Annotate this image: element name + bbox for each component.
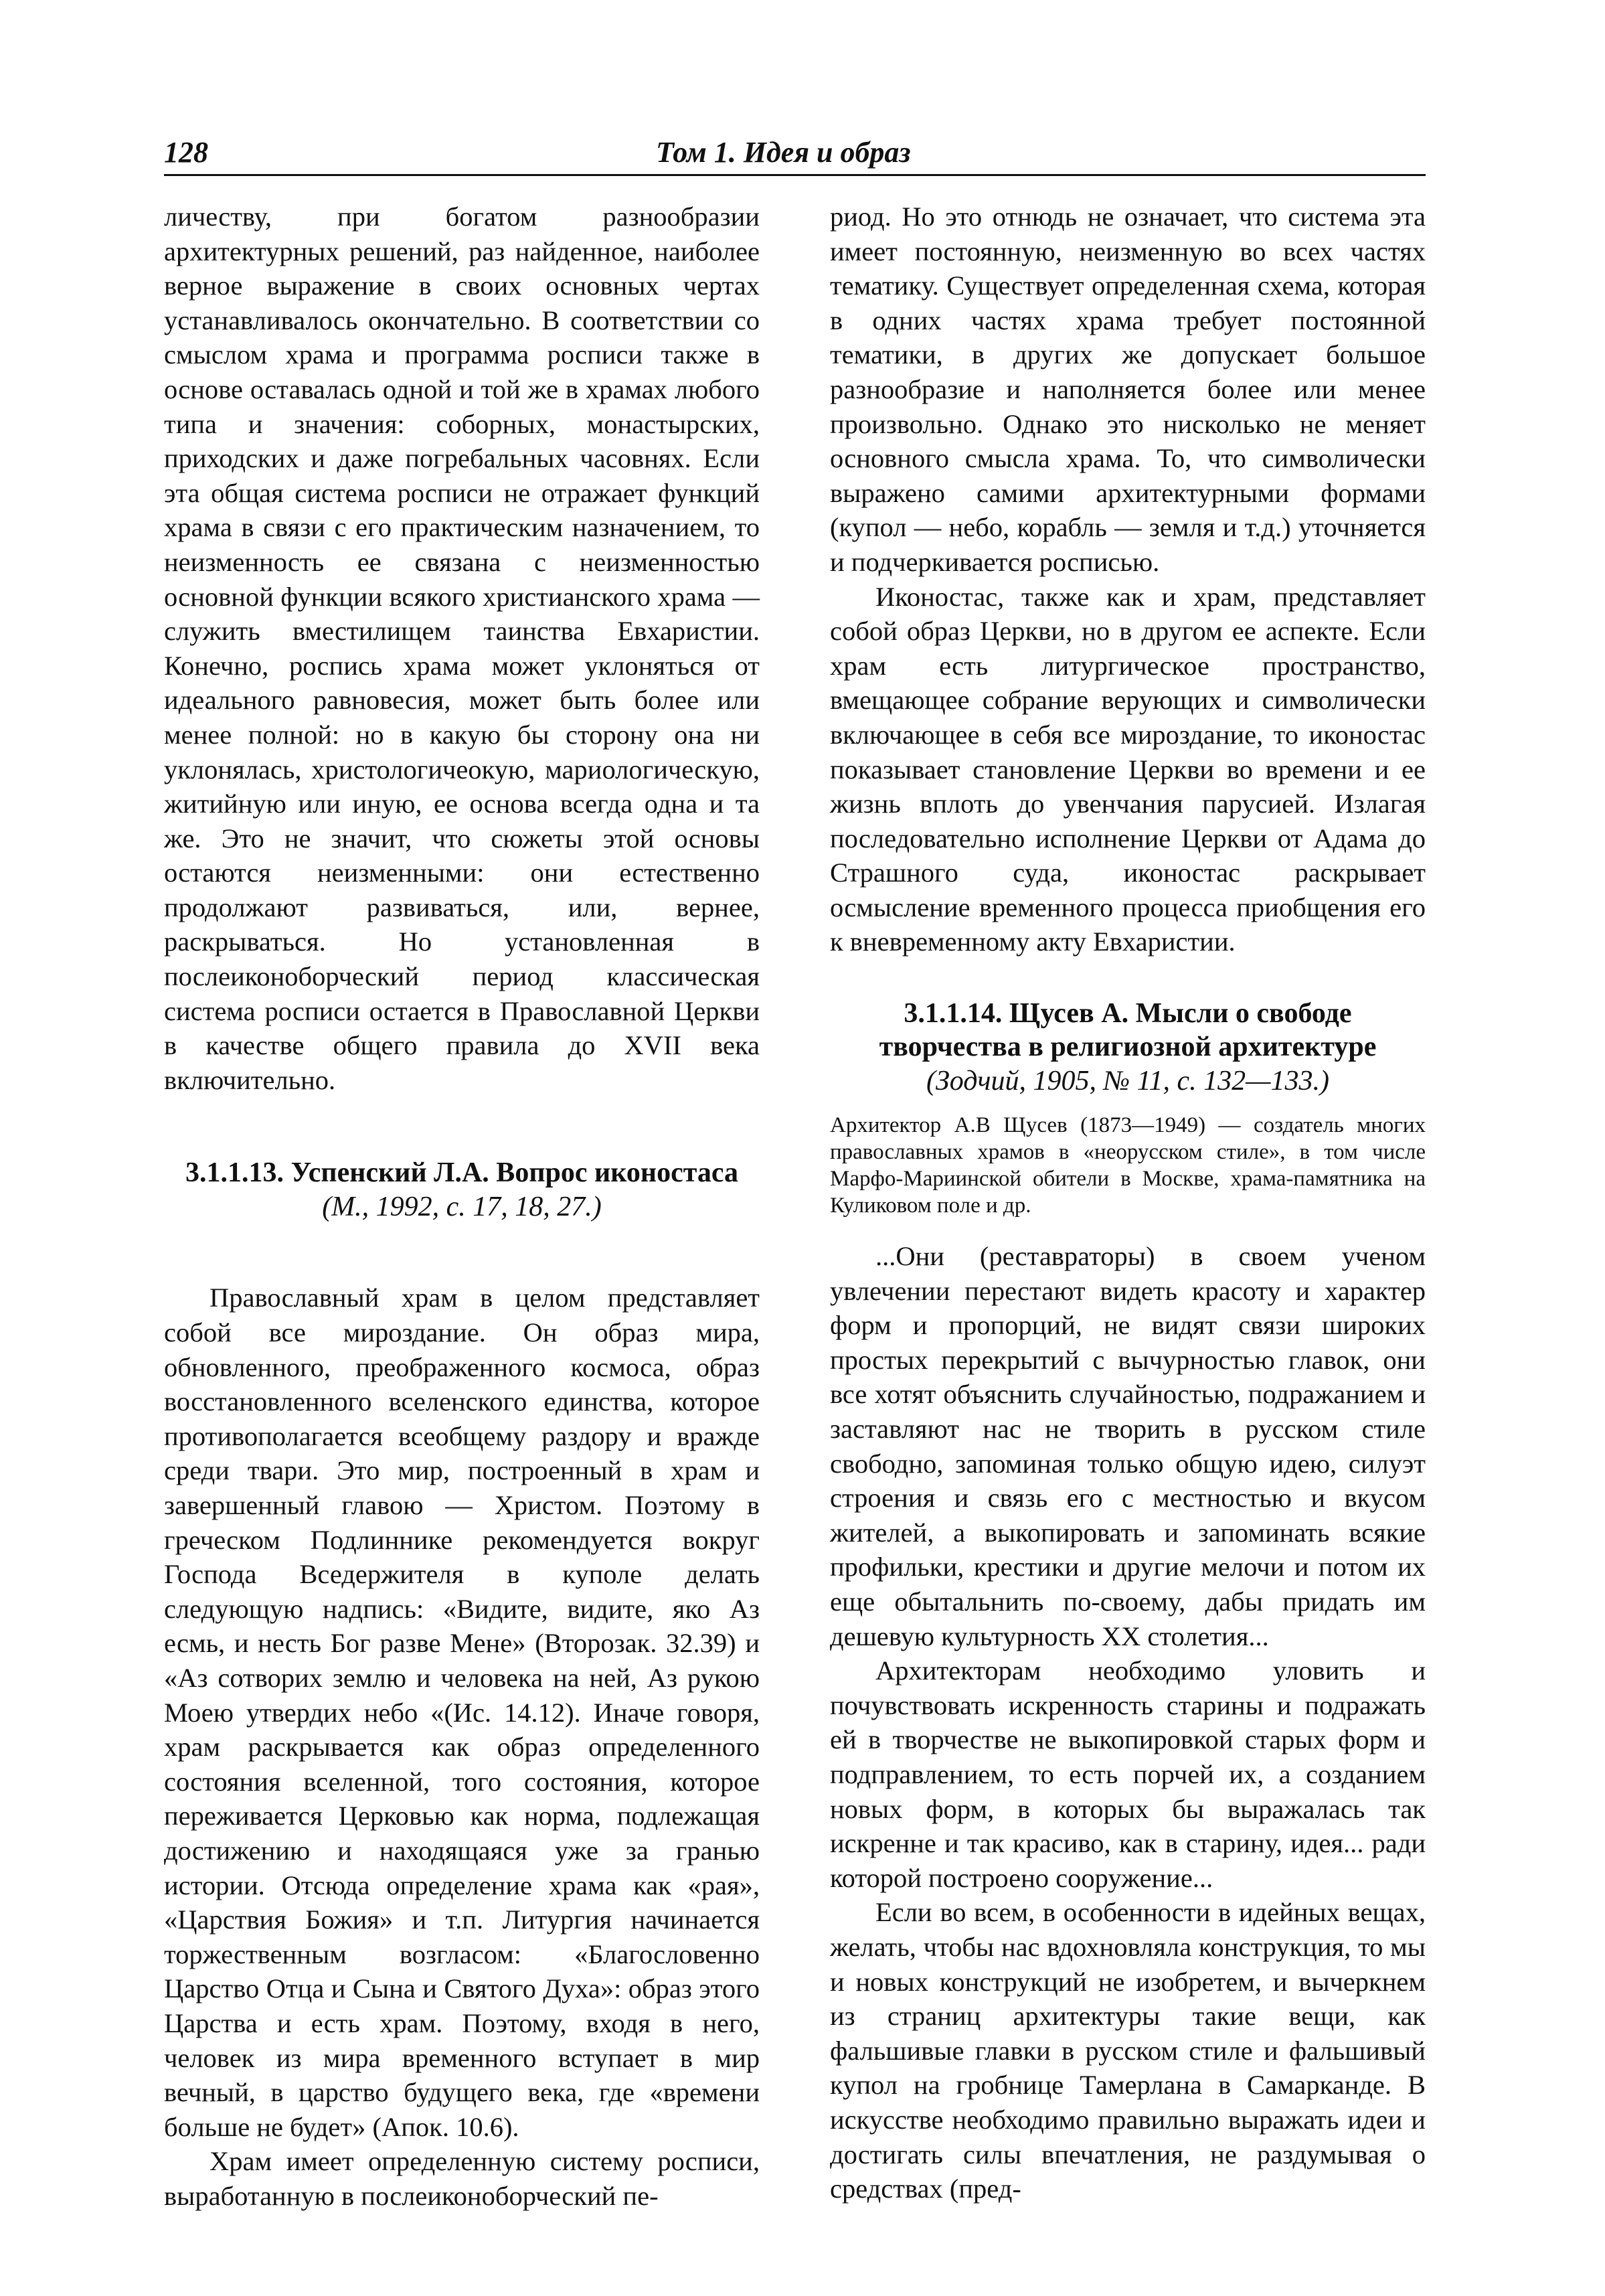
page-number: 128 xyxy=(164,136,208,169)
section-14-title: 3.1.1.14. Щусев А. Мысли о свободе творчества в религиозной архитектуре xyxy=(879,998,1377,1063)
right-paragraph-2: Иконостас, также как и храм, представляет собой образ Церкви, но в другом ее аспекте. Если храм есть литургическое пространство, вмещающее собрание верующих и символически включающее в себя все мироздание, то иконостас показывает становление Церкви во времени и ее жизнь вплоть до увенчания парусией. Излагая последовательно исполнение Церкви от Адама до Страшного суда, иконостас раскрывает осмысление временного процесса приобщения его к вневременному акту Евхаристии. xyxy=(830,581,1426,957)
left-paragraph-1: личеству, при богатом разнообразии архитектурных решений, раз найденное, наиболее верное выражение в своих основных чертах устанавливалось окончательно. В соответствии со смыслом храма и программа росписи также в основе оставалась одной и той же в храмах любого типа и значения: соборных, монастырских, приходских и даже погребальных часовнях. Если эта общая система росписи не отражает функций храма в связи с его практическим назначением, то неизменность ее связана с неизменностью основной функции всякого христианского храма — служить вместилищем таинства Евхаристии. Конечно, роспись храма может уклоняться от идеального равновесия, может быть более или менее полной: но в какую бы сторону она ни уклонялась, христологичеокую, мариологическую, житийную или иную, ее основа всегда одна и та же. Это не значит, что сюжеты этой основы остаются неизменными: они естественно продолжают развиваться, или, вернее, раскрываться. Но установленная в послеиконоборческий период классическая система росписи остается в Православной Церкви в качестве общего правила до XVII века включительно. xyxy=(164,201,760,1095)
section-14-source: (Зодчий, 1905, № 11, с. 132—133.) xyxy=(926,1066,1329,1097)
page-header xyxy=(164,134,1426,176)
running-title: Том 1. Идея и образ xyxy=(656,136,911,169)
section-13-source: (М., 1992, с. 17, 18, 27.) xyxy=(322,1192,602,1223)
right-paragraph-3: ...Они (реставраторы) в своем ученом увлечении перестают видеть красоту и характер форм и пропорций, не видят связи широких простых перекрытий с вычурностью главок, они все хотят объяснить случайностью, подражанием и заставляют нас не творить в русском стиле свободно, запоминая только общую идею, силуэт строения и связь его с местностью и вкусом жителей, а выкопировать и запоминать всякие профильки, крестики и другие мелочи и потом их еще обытальнить по-своему, дабы придать им дешевую культурность XX столетия... xyxy=(830,1241,1426,1651)
right-column xyxy=(830,199,1426,2206)
section-13-title: 3.1.1.13. Успенский Л.А. Вопрос иконостаса xyxy=(185,1157,739,1189)
author-note: Архитектор А.В Щусев (1873—1949) — создатель многих православных храмов в «неорусском стиле», в том числе Марфо-Мариинской обители в Москве, храма-памятника на Куликовом поле и др. xyxy=(830,1113,1426,1218)
right-paragraph-4: Архитекторам необходимо уловить и почувствовать искренность старины и подражать ей в творчестве не выкопировкой старых форм и подправлением, то есть порчей их, а созданием новых форм, в которых бы выражалась так искренне и так красиво, как в старину, идея... ради которой построено сооружение... xyxy=(830,1655,1426,1893)
left-paragraph-3: Храм имеет определенную систему росписи, выработанную в послеиконоборческий пе- xyxy=(164,2146,760,2211)
right-paragraph-1: риод. Но это отнюдь не означает, что система эта имеет постоянную, неизменную во всех частях тематику. Существует определенная схема, которая в одних частях храма требует постоянной тематики, в других же допускает большое разнообразие и наполняется более или менее произвольно. Однако это нисколько не меняет основного смысла храма. То, что символически выражено самими архитектурными формами (купол — небо, корабль — земля и т.д.) уточняется и подчеркивается росписью. xyxy=(830,201,1426,577)
left-column xyxy=(164,199,760,2213)
right-paragraph-5: Если во всем, в особенности в идейных вещах, желать, чтобы нас вдохновляла конструкция, то мы и новых конструкций не изобретем, и вычеркнем из страниц архитектуры такие вещи, как фальшивые главки в русском стиле и фальшивый купол на гробнице Тамерлана в Самарканде. В искусстве необходимо правильно выражать идеи и достигать силы впечатления, не раздумывая о средствах (пред- xyxy=(830,1897,1426,2204)
left-paragraph-2: Православный храм в целом представляет собой все мироздание. Он образ мира, обновленного, преображенного космоса, образ восстановленного вселенского единства, которое противополагается всеобщему раздору и вражде среди твари. Это мир, построенный в храм и завершенный главою — Христом. Поэтому в греческом Подлиннике рекомендуется вокруг Господа Вседержителя в куполе делать следующую надпись: «Видите, видите, яко Аз есмь, и несть Бог разве Мене» (Второзак. 32.39) и «Аз сотворих землю и человека на ней, Аз рукою Моею утвердих небо «(Ис. 14.12). Иначе говоря, храм раскрывается как образ определенного состояния вселенной, того состояния, которое переживается Церковью как норма, подлежащая достижению и находящаяся уже за гранью истории. Отсюда определение храма как «рая», «Царствия Божия» и т.п. Литургия начинается торжественным возгласом: «Благословенно Царство Отца и Сына и Святого Духа»: образ этого Царства и есть храм. Поэтому, входя в него, человек из мира временного вступает в мир вечный, в царство будущего века, где «времени больше не будет» (Апок. 10.6). xyxy=(164,1283,760,2142)
